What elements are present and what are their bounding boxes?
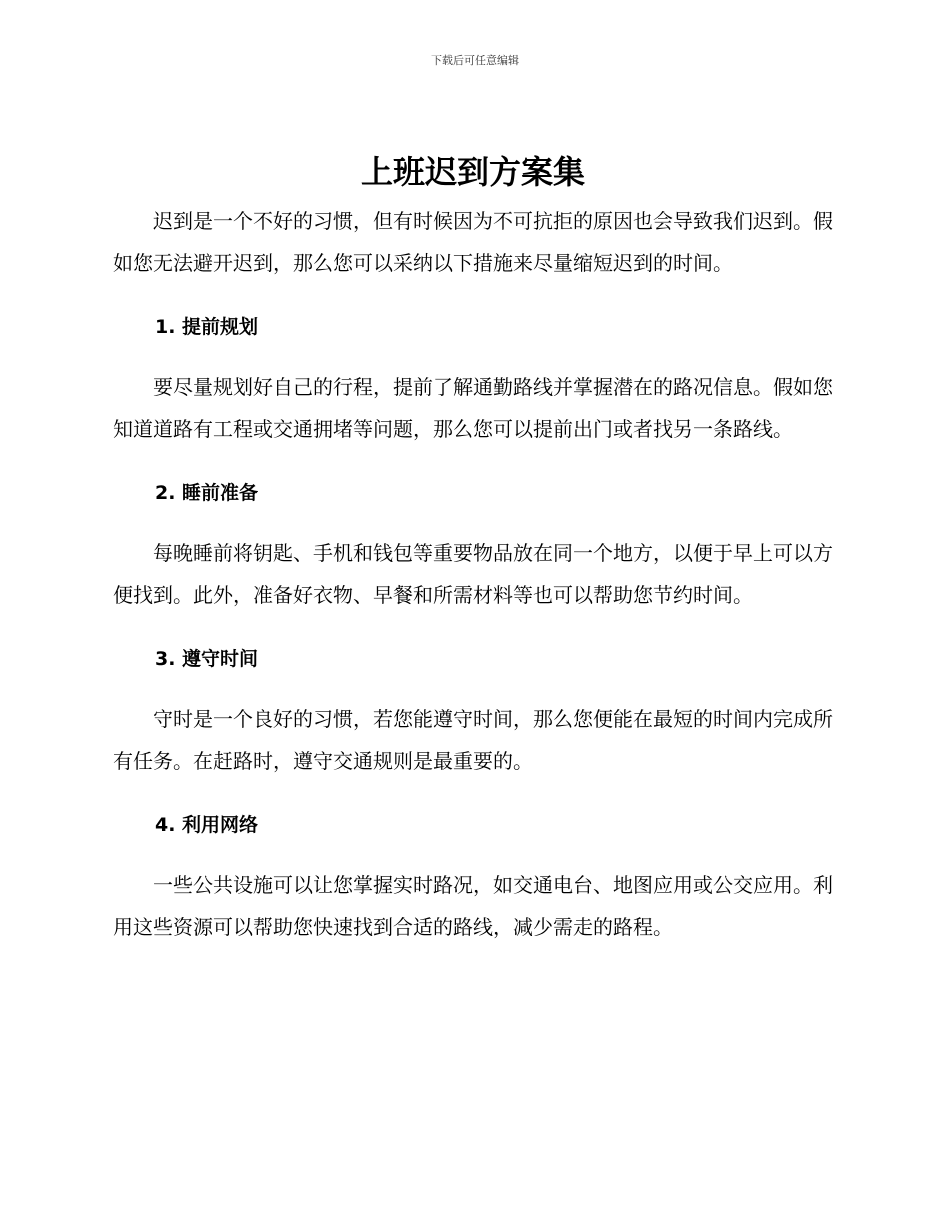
intro-paragraph: 迟到是一个不好的习惯，但有时候因为不可抗拒的原因也会导致我们迟到。假如您无法避开迟到，那么您可以采纳以下措施来尽量缩短迟到的时间。 — [113, 209, 833, 275]
section-body-network: 一些公共设施可以让您掌握实时路况，如交通电台、地图应用或公交应用。利用这些资源可以帮助您快速找到合适的路线，减少需走的路程。 — [113, 873, 833, 939]
document-content — [113, 150, 833, 948]
section-body-punctuality: 守时是一个良好的习惯，若您能遵守时间，那么您便能在最短的时间内完成所有任务。在赶路时，遵守交通规则是最重要的。 — [113, 707, 833, 773]
section-heading-planning: 1. 提前规划 — [155, 316, 259, 338]
section-heading-network: 4. 利用网络 — [155, 814, 259, 836]
page-header-note: 下载后可任意编辑 — [431, 54, 519, 67]
section-heading-preparation: 2. 睡前准备 — [155, 482, 259, 504]
section-heading-punctuality: 3. 遵守时间 — [155, 648, 259, 670]
document-title: 上班迟到方案集 — [360, 153, 585, 191]
section-body-planning: 要尽量规划好自己的行程，提前了解通勤路线并掌握潜在的路况信息。假如您知道道路有工程或交通拥堵等问题，那么您可以提前出门或者找另一条路线。 — [113, 375, 833, 441]
section-body-preparation: 每晚睡前将钥匙、手机和钱包等重要物品放在同一个地方，以便于早上可以方便找到。此外，准备好衣物、早餐和所需材料等也可以帮助您节约时间。 — [113, 541, 833, 607]
